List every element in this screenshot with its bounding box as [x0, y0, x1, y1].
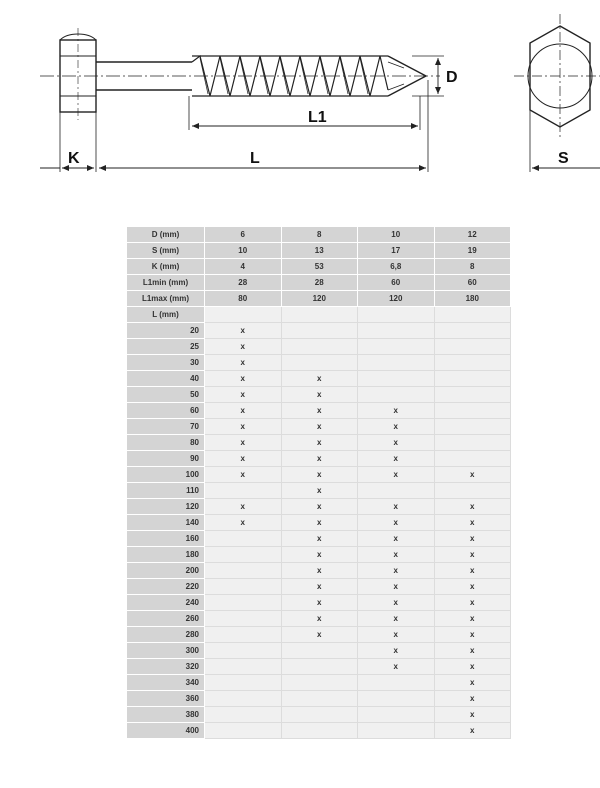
availability-mark-cell: x	[281, 531, 358, 547]
spec-value-cell: 8	[281, 227, 358, 243]
availability-mark-cell	[434, 323, 511, 339]
availability-mark-cell	[358, 691, 435, 707]
length-value-label: 340	[127, 675, 205, 691]
length-row	[127, 611, 511, 627]
empty-cell	[358, 307, 435, 323]
availability-mark-cell	[281, 323, 358, 339]
availability-mark-cell	[434, 387, 511, 403]
availability-mark-cell	[205, 627, 282, 643]
availability-mark-cell: x	[281, 435, 358, 451]
availability-mark-cell: x	[358, 515, 435, 531]
availability-mark-cell: x	[205, 339, 282, 355]
availability-mark-cell: x	[281, 563, 358, 579]
length-value-label: 40	[127, 371, 205, 387]
length-value-label: 70	[127, 419, 205, 435]
length-row	[127, 723, 511, 739]
screw-technical-drawing	[0, 0, 600, 190]
availability-mark-cell: x	[434, 563, 511, 579]
spec-row	[127, 227, 511, 243]
availability-mark-cell: x	[358, 451, 435, 467]
length-value-label: 240	[127, 595, 205, 611]
length-value-label: 260	[127, 611, 205, 627]
length-row	[127, 355, 511, 371]
availability-mark-cell	[281, 643, 358, 659]
availability-mark-cell	[205, 563, 282, 579]
availability-mark-cell	[281, 355, 358, 371]
availability-mark-cell	[281, 707, 358, 723]
length-value-label: 220	[127, 579, 205, 595]
availability-mark-cell: x	[281, 419, 358, 435]
length-value-label: 300	[127, 643, 205, 659]
spec-value-cell: 13	[281, 243, 358, 259]
availability-mark-cell: x	[358, 531, 435, 547]
spec-row-label: D (mm)	[127, 227, 205, 243]
availability-mark-cell	[205, 483, 282, 499]
empty-cell	[434, 307, 511, 323]
availability-mark-cell: x	[434, 515, 511, 531]
availability-mark-cell: x	[434, 499, 511, 515]
spec-value-cell: 17	[358, 243, 435, 259]
dim-l1	[189, 96, 420, 130]
length-value-label: 160	[127, 531, 205, 547]
availability-mark-cell	[434, 419, 511, 435]
spec-value-cell: 10	[358, 227, 435, 243]
spec-row-label: K (mm)	[127, 259, 205, 275]
spec-value-cell: 6	[205, 227, 282, 243]
length-value-label: 140	[127, 515, 205, 531]
availability-mark-cell: x	[281, 499, 358, 515]
availability-mark-cell: x	[281, 611, 358, 627]
length-value-label: 120	[127, 499, 205, 515]
spec-row	[127, 243, 511, 259]
availability-mark-cell: x	[281, 451, 358, 467]
length-row	[127, 403, 511, 419]
length-header-row	[127, 307, 511, 323]
availability-mark-cell: x	[358, 499, 435, 515]
length-value-label: 90	[127, 451, 205, 467]
availability-mark-cell	[205, 659, 282, 675]
availability-mark-cell: x	[358, 403, 435, 419]
length-row	[127, 339, 511, 355]
availability-mark-cell	[434, 483, 511, 499]
spec-row-label: L1max (mm)	[127, 291, 205, 307]
availability-mark-cell: x	[434, 675, 511, 691]
availability-mark-cell: x	[434, 723, 511, 739]
availability-mark-cell	[434, 403, 511, 419]
availability-mark-cell	[281, 691, 358, 707]
availability-mark-cell: x	[281, 467, 358, 483]
availability-mark-cell: x	[358, 435, 435, 451]
spec-value-cell: 4	[205, 259, 282, 275]
dim-label-d: D	[446, 69, 458, 86]
availability-mark-cell	[434, 339, 511, 355]
availability-mark-cell: x	[205, 515, 282, 531]
availability-mark-cell	[205, 643, 282, 659]
length-row	[127, 627, 511, 643]
length-row	[127, 515, 511, 531]
spec-value-cell: 53	[281, 259, 358, 275]
length-value-label: 110	[127, 483, 205, 499]
spec-value-cell: 60	[434, 275, 511, 291]
spec-value-cell: 12	[434, 227, 511, 243]
screw-head-end-view	[514, 14, 600, 172]
spec-row-label: L1min (mm)	[127, 275, 205, 291]
length-row	[127, 451, 511, 467]
availability-mark-cell: x	[281, 515, 358, 531]
availability-mark-cell: x	[434, 707, 511, 723]
availability-mark-cell	[358, 323, 435, 339]
dimensions-table	[126, 226, 510, 739]
availability-mark-cell: x	[205, 419, 282, 435]
availability-mark-cell: x	[205, 451, 282, 467]
availability-mark-cell: x	[281, 483, 358, 499]
length-row	[127, 691, 511, 707]
availability-mark-cell: x	[205, 467, 282, 483]
availability-mark-cell: x	[281, 403, 358, 419]
length-value-label: 400	[127, 723, 205, 739]
availability-mark-cell	[434, 355, 511, 371]
availability-mark-cell: x	[358, 563, 435, 579]
availability-mark-cell: x	[205, 435, 282, 451]
availability-mark-cell	[358, 707, 435, 723]
spec-row	[127, 291, 511, 307]
spec-value-cell: 19	[434, 243, 511, 259]
availability-mark-cell: x	[205, 387, 282, 403]
length-value-label: 200	[127, 563, 205, 579]
spec-value-cell: 120	[358, 291, 435, 307]
availability-mark-cell: x	[281, 371, 358, 387]
length-value-label: 60	[127, 403, 205, 419]
dim-label-l1: L1	[308, 109, 327, 126]
spec-row	[127, 259, 511, 275]
spec-value-cell: 6,8	[358, 259, 435, 275]
availability-mark-cell: x	[358, 643, 435, 659]
availability-mark-cell: x	[434, 691, 511, 707]
length-row	[127, 531, 511, 547]
availability-mark-cell: x	[205, 323, 282, 339]
availability-mark-cell: x	[358, 611, 435, 627]
availability-mark-cell: x	[434, 659, 511, 675]
spec-value-cell: 60	[358, 275, 435, 291]
availability-mark-cell: x	[358, 579, 435, 595]
length-row	[127, 483, 511, 499]
availability-mark-cell	[205, 579, 282, 595]
availability-mark-cell	[358, 339, 435, 355]
length-value-label: 30	[127, 355, 205, 371]
availability-mark-cell	[434, 435, 511, 451]
length-row	[127, 435, 511, 451]
length-row	[127, 643, 511, 659]
availability-mark-cell: x	[281, 627, 358, 643]
availability-mark-cell: x	[358, 659, 435, 675]
spec-row	[127, 275, 511, 291]
spec-value-cell: 180	[434, 291, 511, 307]
length-row	[127, 579, 511, 595]
availability-mark-cell	[281, 675, 358, 691]
length-value-label: 80	[127, 435, 205, 451]
availability-mark-cell	[205, 611, 282, 627]
length-value-label: 280	[127, 627, 205, 643]
length-value-label: 320	[127, 659, 205, 675]
dim-label-s: S	[558, 150, 569, 167]
length-value-label: 100	[127, 467, 205, 483]
length-value-label: 50	[127, 387, 205, 403]
length-value-label: 360	[127, 691, 205, 707]
dim-label-l: L	[250, 150, 260, 167]
availability-mark-cell	[358, 483, 435, 499]
availability-mark-cell: x	[281, 387, 358, 403]
availability-mark-cell	[281, 723, 358, 739]
length-row	[127, 419, 511, 435]
length-row	[127, 659, 511, 675]
availability-mark-cell: x	[281, 547, 358, 563]
empty-cell	[205, 307, 282, 323]
length-row	[127, 467, 511, 483]
empty-cell	[281, 307, 358, 323]
availability-mark-cell	[358, 675, 435, 691]
availability-mark-cell: x	[434, 611, 511, 627]
availability-mark-cell: x	[358, 467, 435, 483]
availability-mark-cell: x	[434, 643, 511, 659]
spec-value-cell: 120	[281, 291, 358, 307]
length-row	[127, 371, 511, 387]
spec-value-cell: 80	[205, 291, 282, 307]
availability-mark-cell	[434, 451, 511, 467]
availability-mark-cell: x	[434, 627, 511, 643]
availability-mark-cell	[205, 707, 282, 723]
availability-mark-cell	[358, 723, 435, 739]
spec-row-label: S (mm)	[127, 243, 205, 259]
availability-mark-cell: x	[434, 531, 511, 547]
availability-mark-cell: x	[358, 419, 435, 435]
availability-mark-cell	[434, 371, 511, 387]
availability-mark-cell: x	[281, 579, 358, 595]
length-value-label: 20	[127, 323, 205, 339]
availability-mark-cell: x	[205, 371, 282, 387]
length-row	[127, 707, 511, 723]
availability-mark-cell: x	[434, 595, 511, 611]
availability-mark-cell: x	[434, 579, 511, 595]
availability-mark-cell	[281, 339, 358, 355]
availability-mark-cell	[358, 371, 435, 387]
availability-mark-cell	[281, 659, 358, 675]
availability-mark-cell	[205, 531, 282, 547]
length-row	[127, 547, 511, 563]
spec-value-cell: 28	[281, 275, 358, 291]
availability-mark-cell: x	[205, 499, 282, 515]
availability-mark-cell: x	[281, 595, 358, 611]
availability-mark-cell: x	[358, 595, 435, 611]
availability-mark-cell	[205, 723, 282, 739]
availability-mark-cell: x	[434, 467, 511, 483]
availability-mark-cell	[358, 387, 435, 403]
availability-mark-cell: x	[434, 547, 511, 563]
availability-mark-cell: x	[205, 403, 282, 419]
spec-value-cell: 28	[205, 275, 282, 291]
length-value-label: 25	[127, 339, 205, 355]
availability-mark-cell	[205, 691, 282, 707]
length-row	[127, 323, 511, 339]
spec-value-cell: 8	[434, 259, 511, 275]
length-row	[127, 675, 511, 691]
length-header-label: L (mm)	[127, 307, 205, 323]
availability-mark-cell	[205, 595, 282, 611]
spec-value-cell: 10	[205, 243, 282, 259]
length-row	[127, 387, 511, 403]
length-row	[127, 563, 511, 579]
availability-mark-cell: x	[358, 547, 435, 563]
availability-mark-cell	[358, 355, 435, 371]
length-value-label: 180	[127, 547, 205, 563]
length-row	[127, 499, 511, 515]
availability-mark-cell	[205, 675, 282, 691]
length-row	[127, 595, 511, 611]
dim-label-k: K	[68, 150, 80, 167]
availability-mark-cell: x	[358, 627, 435, 643]
availability-mark-cell: x	[205, 355, 282, 371]
length-value-label: 380	[127, 707, 205, 723]
availability-mark-cell	[205, 547, 282, 563]
